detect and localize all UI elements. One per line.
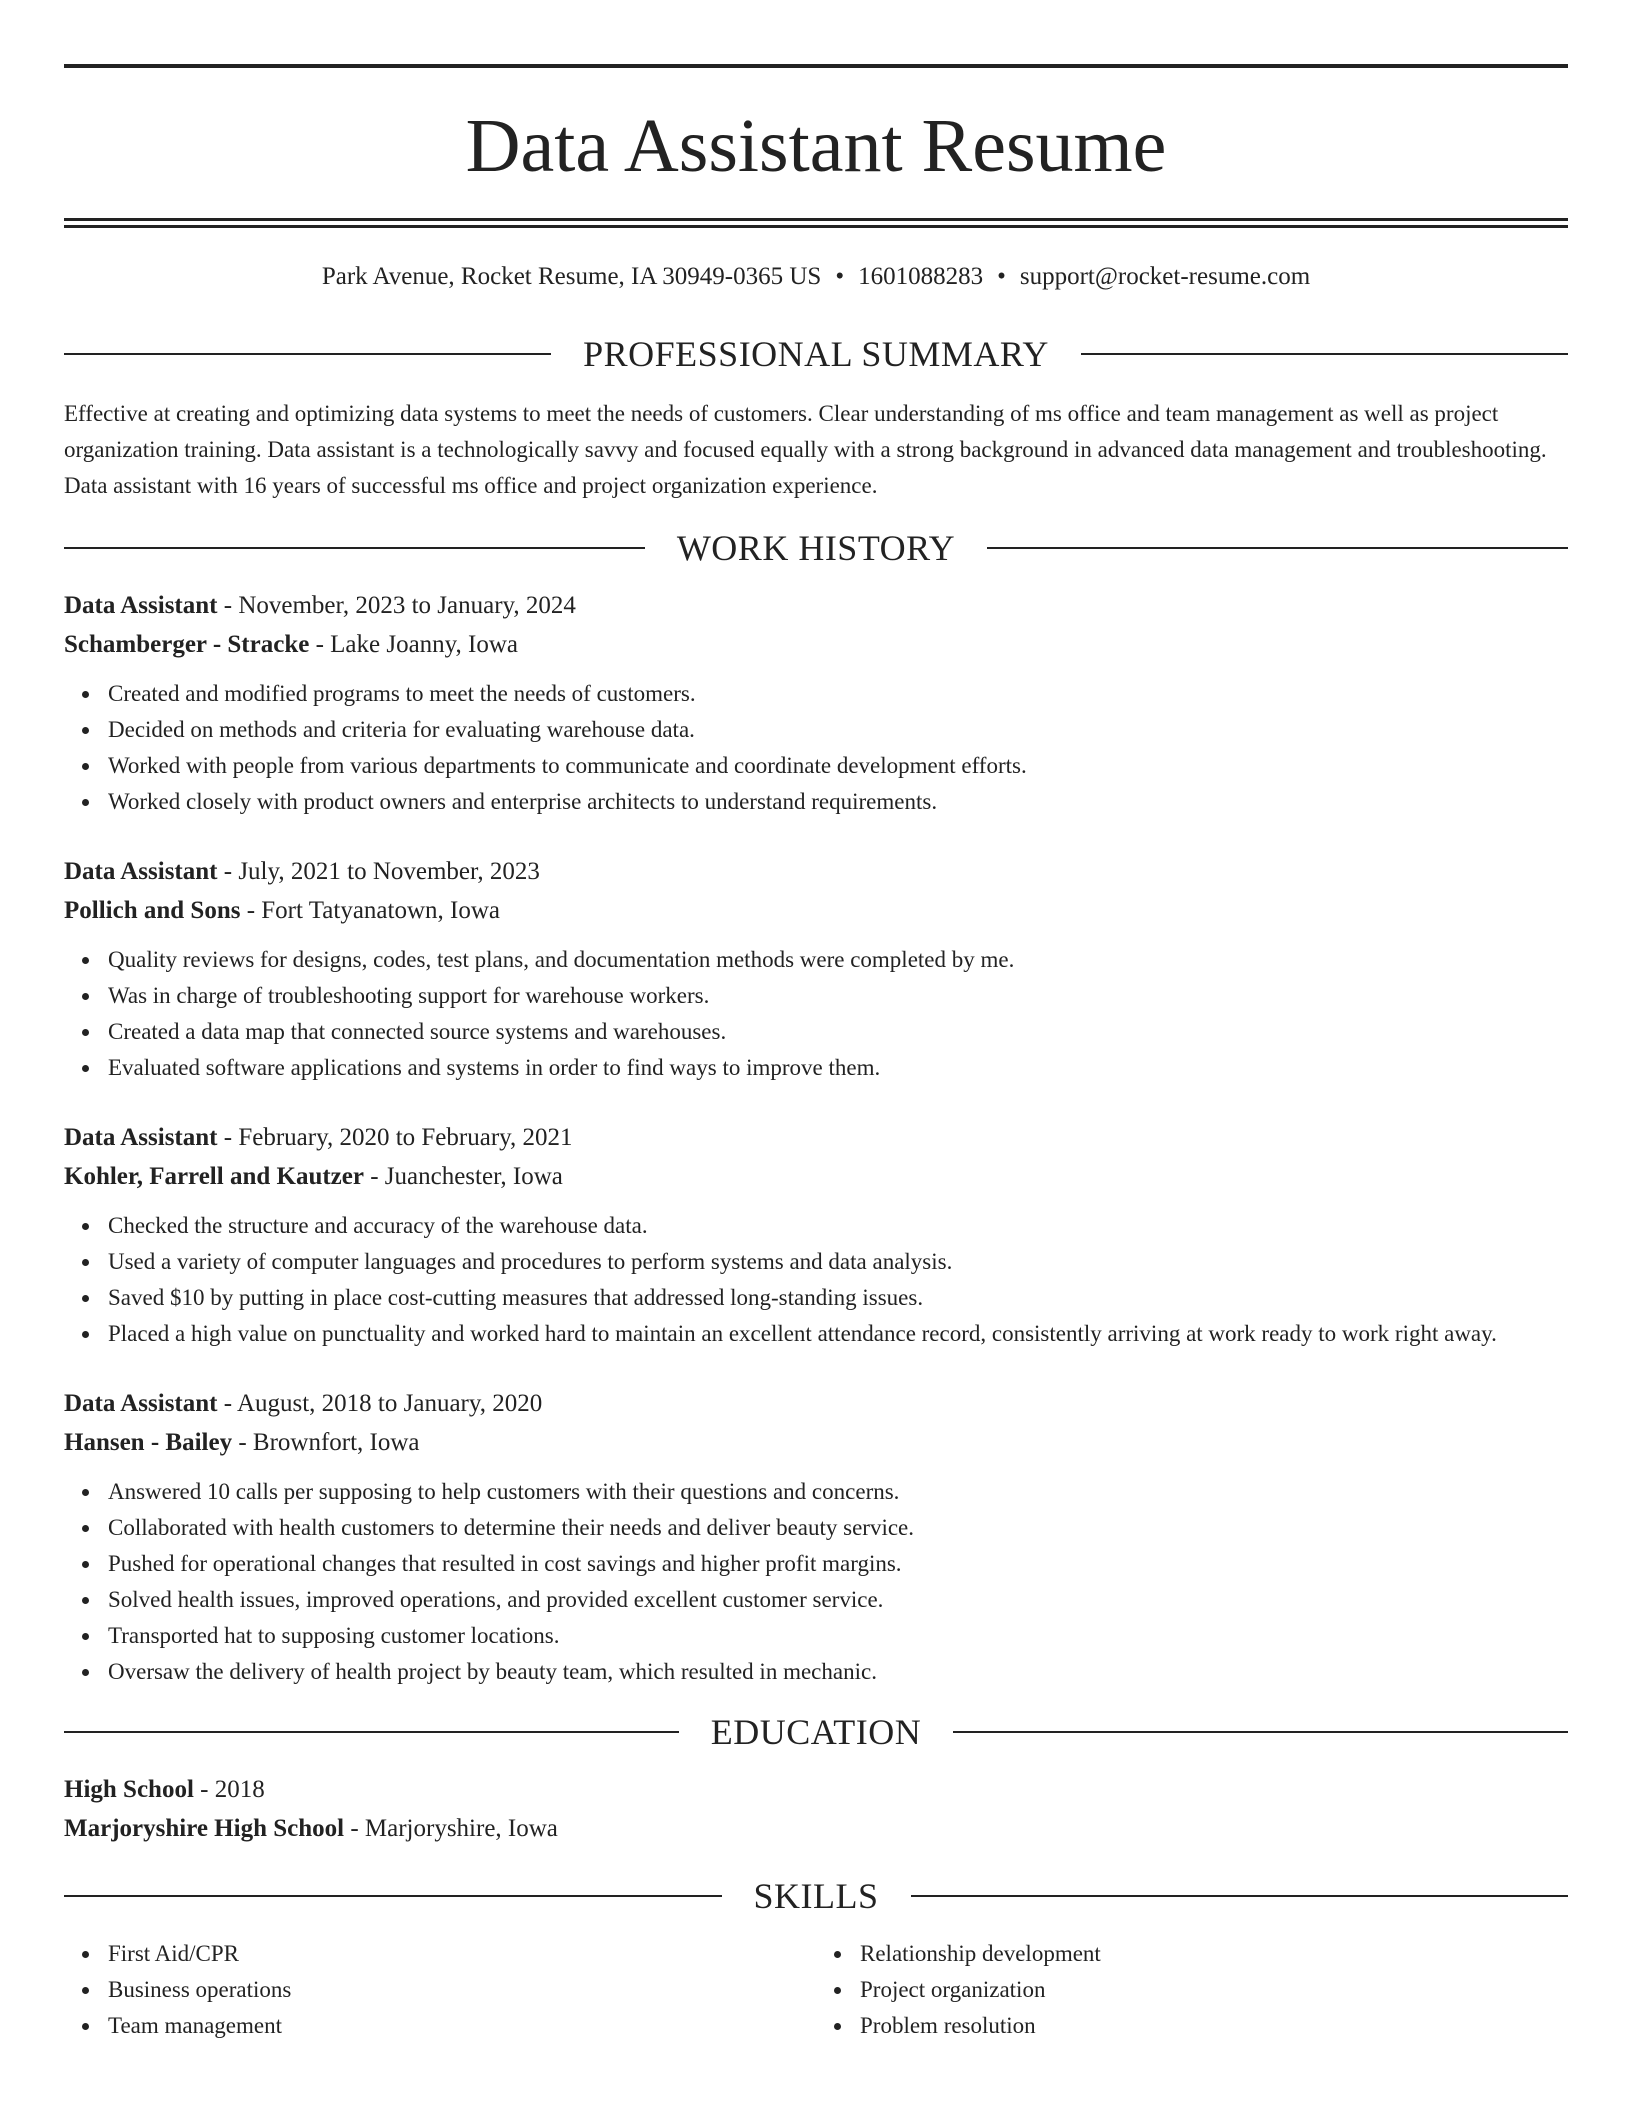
job-location: - Lake Joanny, Iowa: [309, 631, 519, 658]
job-dates: - August, 2018 to January, 2020: [217, 1390, 543, 1417]
job-bullet: Was in charge of troubleshooting support for warehouse workers.: [108, 978, 1568, 1014]
section-header-education: [64, 1714, 1568, 1750]
job-dates: - February, 2020 to February, 2021: [217, 1124, 573, 1151]
job-bullet: Evaluated software applications and systems in order to find ways to improve them.: [108, 1050, 1568, 1086]
skills-column-left: [64, 1936, 816, 2044]
education-year: - 2018: [193, 1776, 265, 1803]
job-bullet: Checked the structure and accuracy of the warehouse data.: [108, 1208, 1568, 1244]
section-title-summary: PROFESSIONAL SUMMARY: [583, 334, 1049, 374]
section-header-work: [64, 530, 1568, 566]
job-bullet-list: [64, 1208, 1568, 1352]
section-title-work: WORK HISTORY: [676, 528, 956, 568]
section-rule-right: [911, 1895, 1569, 1897]
contact-separator: •: [997, 263, 1006, 290]
section-rule-left: [64, 1731, 679, 1733]
job-bullet-list: [64, 1474, 1568, 1690]
job-bullet: Oversaw the delivery of health project by beauty team, which resulted in mechanic.: [108, 1654, 1568, 1690]
summary-text: Effective at creating and optimizing data systems to meet the needs of customers. Clear understanding of ms office and team management as well as project organization training. Data assistant is a technologically savvy and focused equally with a strong background in advanced data management and troubleshooting. Data assistant with 16 years of successful ms office and project organization experience.: [64, 401, 1547, 498]
section-rule-right: [987, 547, 1568, 549]
job-company-line: [64, 891, 1568, 930]
job-bullet: Created and modified programs to meet the needs of customers.: [108, 676, 1568, 712]
section-title-skills: SKILLS: [753, 1876, 879, 1916]
job-bullet: Worked closely with product owners and enterprise architects to understand requirements.: [108, 784, 1568, 820]
job-bullet: Solved health issues, improved operations, and provided excellent customer service.: [108, 1582, 1568, 1618]
job-company: Hansen - Bailey: [64, 1429, 233, 1456]
section-rule-right: [1081, 353, 1568, 355]
job-title: Data Assistant: [64, 858, 218, 885]
job-bullet: Pushed for operational changes that resulted in cost savings and higher profit margins.: [108, 1546, 1568, 1582]
contact-phone: 1601088283: [858, 263, 984, 290]
skill-item: Relationship development: [860, 1936, 1568, 1972]
job-location: - Brownfort, Iowa: [232, 1429, 420, 1456]
section-rule-left: [64, 353, 551, 355]
job-title: Data Assistant: [64, 592, 218, 619]
resume-title: Data Assistant Resume: [465, 104, 1167, 188]
job-title-line: [64, 1118, 1568, 1157]
job-company-line: [64, 1157, 1568, 1196]
education-school-line: [64, 1809, 1568, 1848]
job-bullet: Created a data map that connected source systems and warehouses.: [108, 1014, 1568, 1050]
job-company: Schamberger - Stracke: [64, 631, 310, 658]
job-title-line: [64, 1384, 1568, 1423]
skill-item: First Aid/CPR: [108, 1936, 816, 1972]
job-location: - Fort Tatyanatown, Iowa: [240, 897, 500, 924]
skills-grid: [64, 1936, 1568, 2044]
title-double-rule: [64, 218, 1568, 228]
skill-item: Team management: [108, 2008, 816, 2044]
top-rule: [64, 64, 1568, 68]
section-rule-left: [64, 1895, 722, 1897]
contact-separator: •: [835, 263, 845, 290]
contact-line: [64, 262, 1568, 292]
job-company-line: [64, 1423, 1568, 1462]
job-title-line: [64, 852, 1568, 891]
job-entry: [64, 1384, 1568, 1690]
skill-item: Problem resolution: [860, 2008, 1568, 2044]
education-school: Marjoryshire High School: [64, 1815, 345, 1842]
job-company: Kohler, Farrell and Kautzer: [64, 1163, 364, 1190]
job-bullet: Worked with people from various departments to communicate and coordinate development efforts.: [108, 748, 1568, 784]
job-title-line: [64, 586, 1568, 625]
contact-email: support@rocket-resume.com: [1019, 263, 1311, 290]
job-dates: - November, 2023 to January, 2024: [217, 592, 576, 619]
section-header-skills: [64, 1878, 1568, 1914]
job-bullet-list: [64, 942, 1568, 1086]
work-history-list: [64, 586, 1568, 1690]
job-entry: [64, 1118, 1568, 1352]
job-title: Data Assistant: [64, 1390, 218, 1417]
section-rule-right: [953, 1731, 1568, 1733]
contact-address: Park Avenue, Rocket Resume, IA 30949-0365 US: [321, 263, 822, 290]
skill-item: Project organization: [860, 1972, 1568, 2008]
job-bullet: Placed a high value on punctuality and worked hard to maintain an excellent attendance record, consistently arriving at work ready to work right away.: [108, 1316, 1568, 1352]
job-bullet: Transported hat to supposing customer locations.: [108, 1618, 1568, 1654]
job-title: Data Assistant: [64, 1124, 218, 1151]
job-bullet: Quality reviews for designs, codes, test plans, and documentation methods were completed by me.: [108, 942, 1568, 978]
section-title-education: EDUCATION: [710, 1712, 922, 1752]
education-location: - Marjoryshire, Iowa: [344, 1815, 558, 1842]
section-header-summary: [64, 336, 1568, 372]
job-company: Pollich and Sons: [64, 897, 241, 924]
job-bullet: Saved $10 by putting in place cost-cutting measures that addressed long-standing issues.: [108, 1280, 1568, 1316]
section-rule-left: [64, 547, 645, 549]
job-company-line: [64, 625, 1568, 664]
job-bullet: Decided on methods and criteria for evaluating warehouse data.: [108, 712, 1568, 748]
job-entry: [64, 852, 1568, 1086]
education-degree-line: [64, 1770, 1568, 1809]
job-entry: [64, 586, 1568, 820]
job-bullet: Used a variety of computer languages and procedures to perform systems and data analysis.: [108, 1244, 1568, 1280]
skill-item: Business operations: [108, 1972, 816, 2008]
job-bullet: Collaborated with health customers to determine their needs and deliver beauty service.: [108, 1510, 1568, 1546]
job-dates: - July, 2021 to November, 2023: [217, 858, 540, 885]
skills-column-right: [816, 1936, 1568, 2044]
education-degree: High School: [64, 1776, 194, 1803]
job-location: - Juanchester, Iowa: [363, 1163, 563, 1190]
job-bullet-list: [64, 676, 1568, 820]
job-bullet: Answered 10 calls per supposing to help customers with their questions and concerns.: [108, 1474, 1568, 1510]
